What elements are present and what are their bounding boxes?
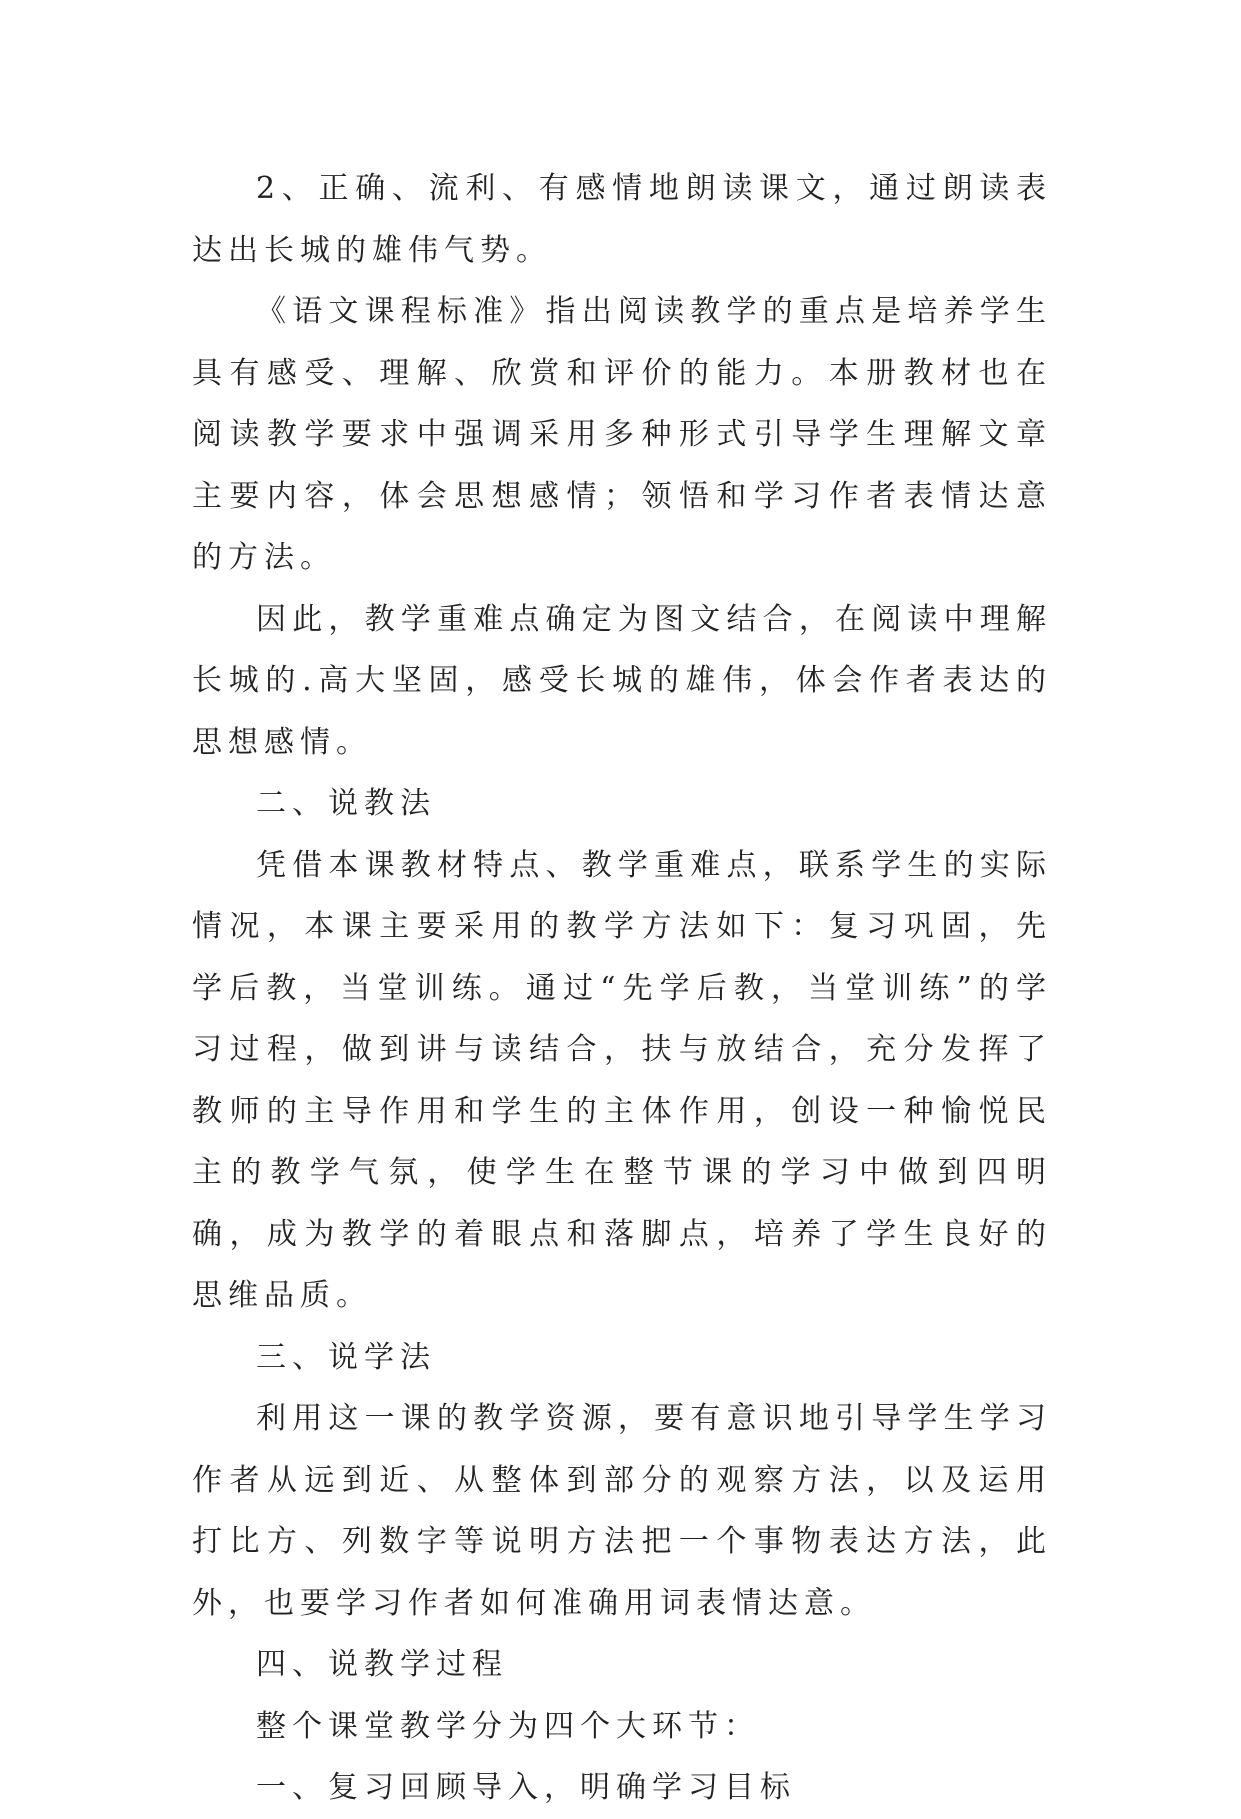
paragraph-learning-method: 利用这一课的教学资源，要有意识地引导学生学习作者从远到近、从整体到部分的观察方法，以及运用打比方、列数字等说明方法把一个事物表达方法，此外，也要学习作者如何准确用词表情达意。 — [192, 1401, 1052, 1621]
paragraph-objective-2: 2、正确、流利、有感情地朗读课文，通过朗读表达出长城的雄伟气势。 — [192, 171, 1052, 268]
heading-teaching-method: 二、说教法 — [256, 786, 436, 821]
heading-teaching-process: 四、说教学过程 — [256, 1647, 508, 1682]
paragraph-process-overview: 整个课堂教学分为四个大环节： — [256, 1708, 760, 1744]
document-body — [192, 158, 1052, 1819]
heading-step-1: 一、复习回顾导入，明确学习目标 — [256, 1770, 796, 1805]
paragraph-key-points: 因此，教学重难点确定为图文结合，在阅读中理解长城的.高大坚固，感受长城的雄伟，体会作者表达的思想感情。 — [192, 601, 1052, 760]
paragraph-curriculum-standard: 《语文课程标准》指出阅读教学的重点是培养学生具有感受、理解、欣赏和评价的能力。本册教材也在阅读教学要求中强调采用多种形式引导学生理解文章主要内容，体会思想感情；领悟和学习作者表情达意的方法。 — [192, 294, 1052, 575]
paragraph-teaching-method: 凭借本课教材特点、教学重难点，联系学生的实际情况，本课主要采用的教学方法如下：复习巩固，先学后教，当堂训练。通过“先学后教，当堂训练”的学习过程，做到讲与读结合，扶与放结合，充分发挥了教师的主导作用和学生的主体作用，创设一种愉悦民主的教学气氛，使学生在整节课的学习中做到四明确，成为教学的着眼点和落脚点，培养了学生良好的思维品质。 — [192, 847, 1052, 1313]
heading-learning-method: 三、说学法 — [256, 1339, 436, 1375]
